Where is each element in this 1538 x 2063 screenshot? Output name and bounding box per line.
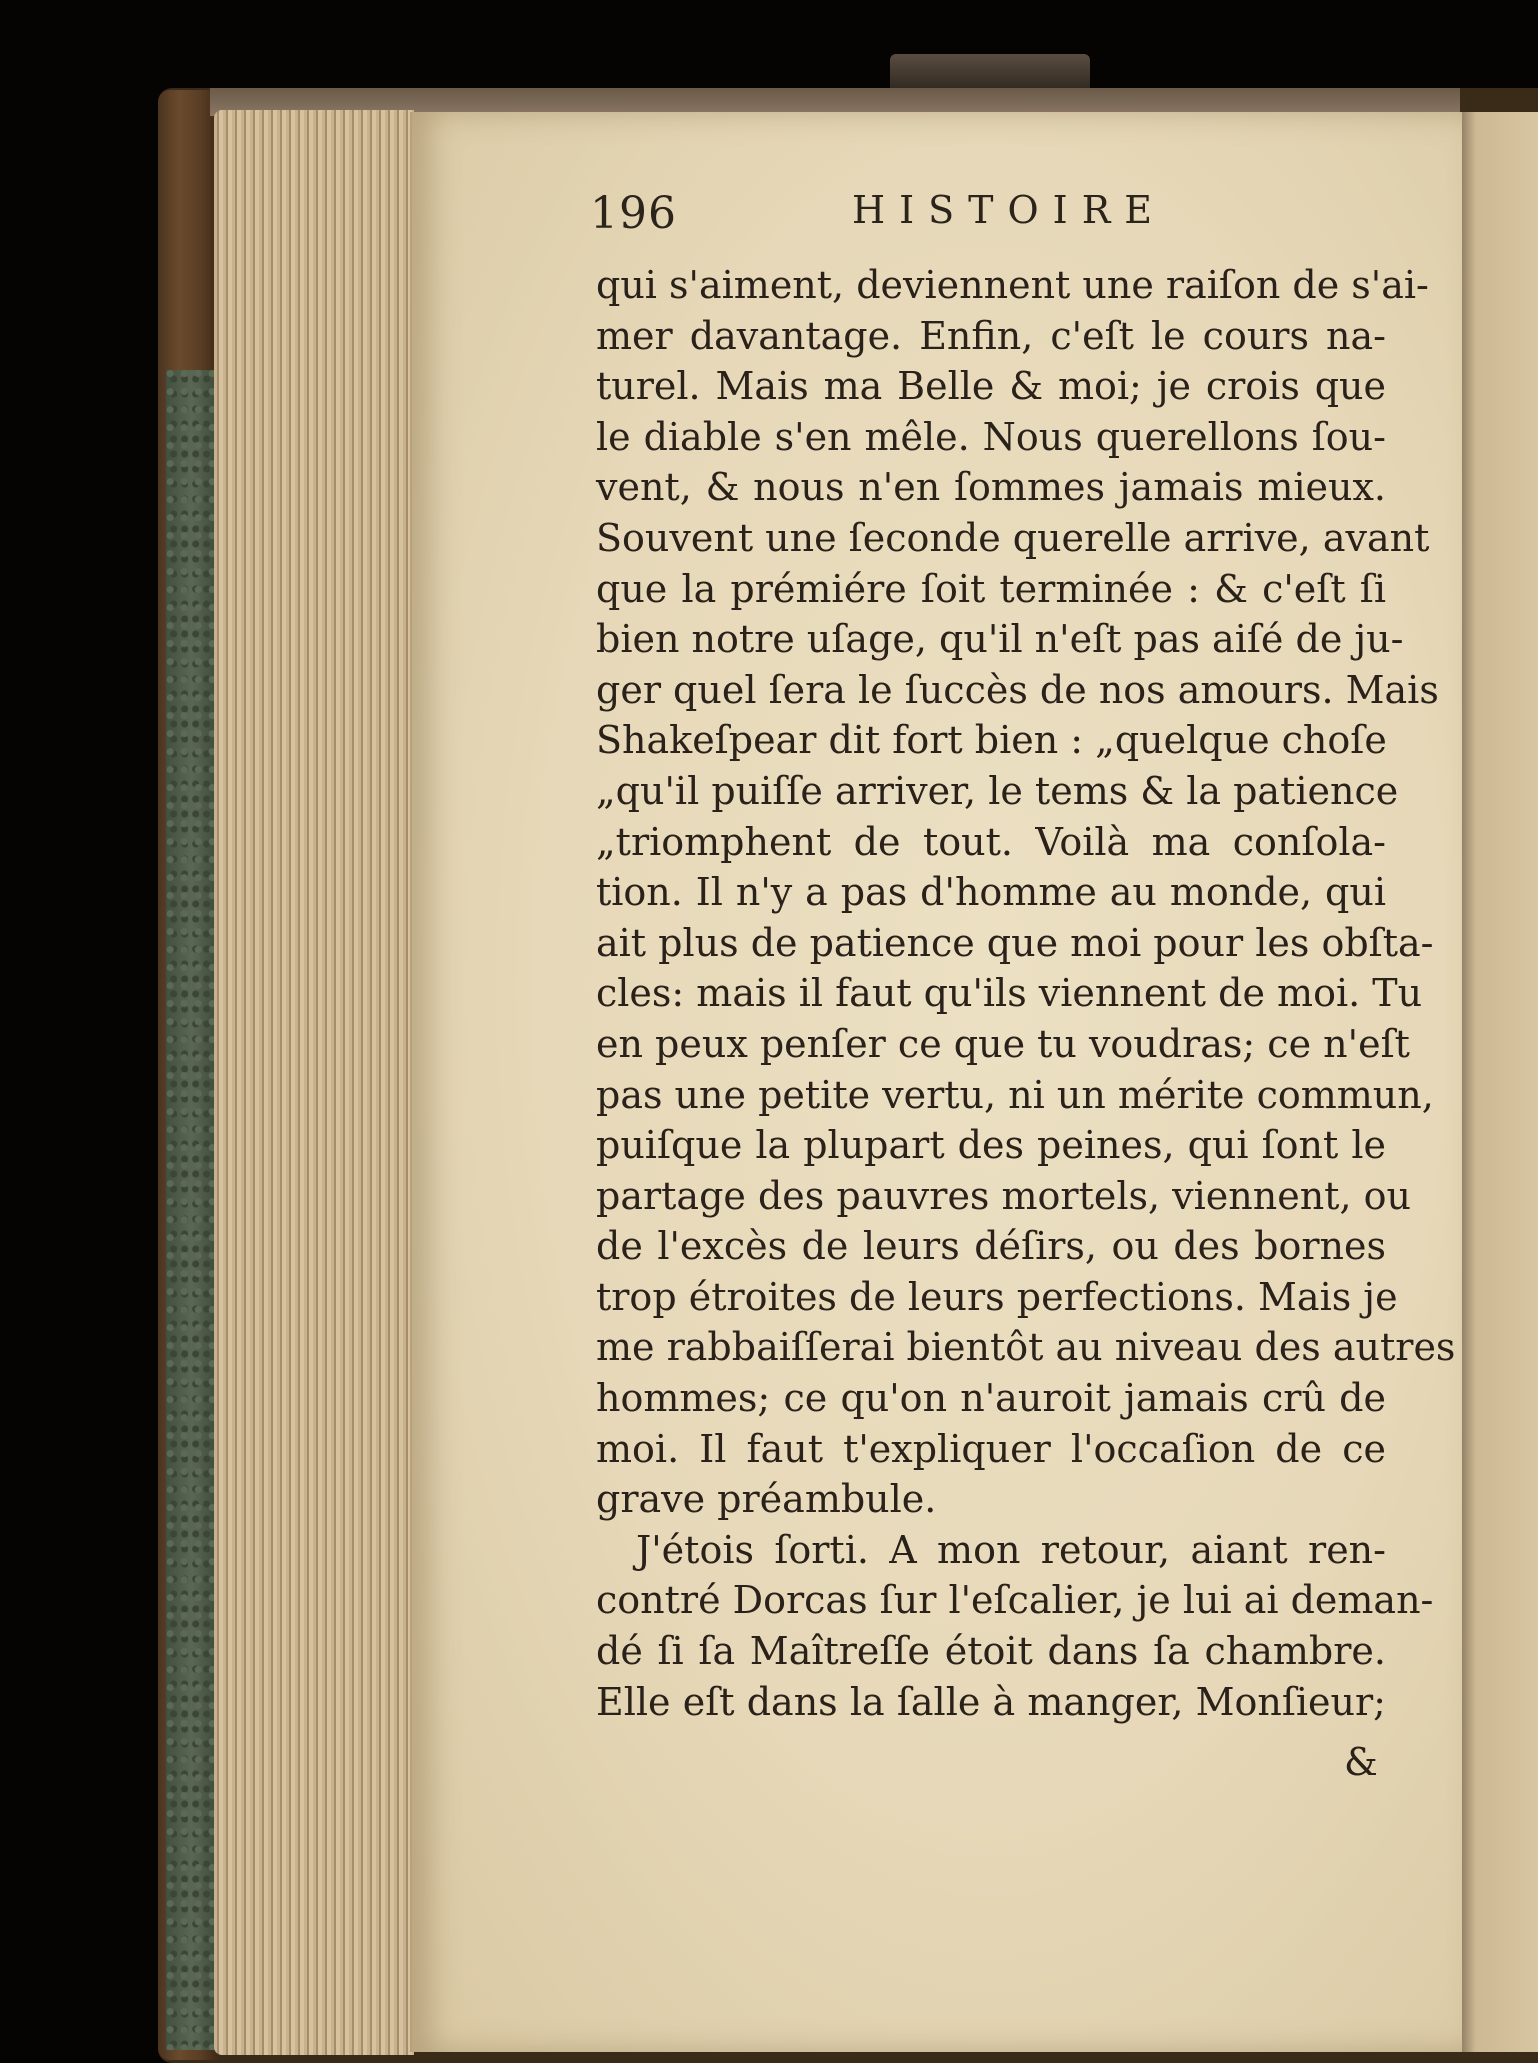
text-line: ait plus de patience que moi pour les obſta- [596,920,1434,965]
text-line: qui s'aiment, deviennent une raiſon de s'ai- [596,263,1429,307]
page-number: 196 [590,188,677,239]
running-title: HISTOIRE [852,188,1167,232]
text-line: tion. Il n'y a pas d'homme au monde, qui [596,870,1386,915]
text-line: le diable s'en mêle. Nous querellons ſou- [596,414,1386,459]
body-text [596,260,1456,1727]
text-line: „triomphent de tout. Voilà ma conſola- [596,819,1386,864]
text-line: mer davantage. Enfin, c'eſt le cours na- [596,313,1386,358]
text-line: cles: mais il faut qu'ils viennent de moi. Tu [596,971,1423,1016]
text-line: partage des pauvres mortels, viennent, ou [596,1173,1411,1218]
text-line: vent, & nous n'en ſommes jamais mieux. [596,465,1386,510]
text-line: J'étois ſorti. A mon retour, aiant ren- [636,1527,1386,1572]
running-head [590,188,1440,248]
text-line: Elle eſt dans la ſalle à manger, Monſieur; [596,1679,1386,1724]
text-line: turel. Mais ma Belle & moi; je crois que [596,364,1386,409]
text-line: puiſque la plupart des peines, qui ſont le [596,1123,1386,1168]
text-line: „qu'il puiſſe arriver, le tems & la patience [596,768,1399,813]
text-line: moi. Il faut t'expliquer l'occaſion de ce [596,1426,1386,1471]
page-stack [214,110,414,2055]
marbled-board [166,370,218,2050]
text-line: bien notre uſage, qu'il n'eſt pas aiſé de ju- [596,617,1404,662]
text-line: contré Dorcas ſur l'eſcalier, je lui ai deman- [596,1578,1434,1623]
text-line: hommes; ce qu'on n'auroit jamais crû de [596,1376,1386,1421]
text-line: Souvent une ſeconde querelle arrive, avant [596,515,1430,560]
text-line: pas une petite vertu, ni un mérite commun, [596,1072,1434,1117]
catchword: & [1344,1740,1378,1784]
facing-page-edge [1460,112,1538,2052]
text-line: Shakeſpear dit fort bien : „quelque choſe [596,718,1387,763]
text-line: de l'excès de leurs déſirs, ou des bornes [596,1224,1386,1269]
text-line: que la prémiére ſoit terminée : & c'eſt ſi [596,566,1386,611]
text-line: en peux penſer ce que tu voudras; ce n'eſt [596,1021,1410,1066]
text-line: trop étroites de leurs perfections. Mais je [596,1274,1398,1319]
text-line: me rabbaiſſerai bientôt au niveau des autres [596,1325,1456,1370]
text-line: dé ſi ſa Maîtreſſe étoit dans ſa chambre. [596,1629,1386,1674]
text-line: grave préambule. [596,1477,937,1522]
text-line: ger quel ſera le ſuccès de nos amours. Mais [596,667,1439,712]
